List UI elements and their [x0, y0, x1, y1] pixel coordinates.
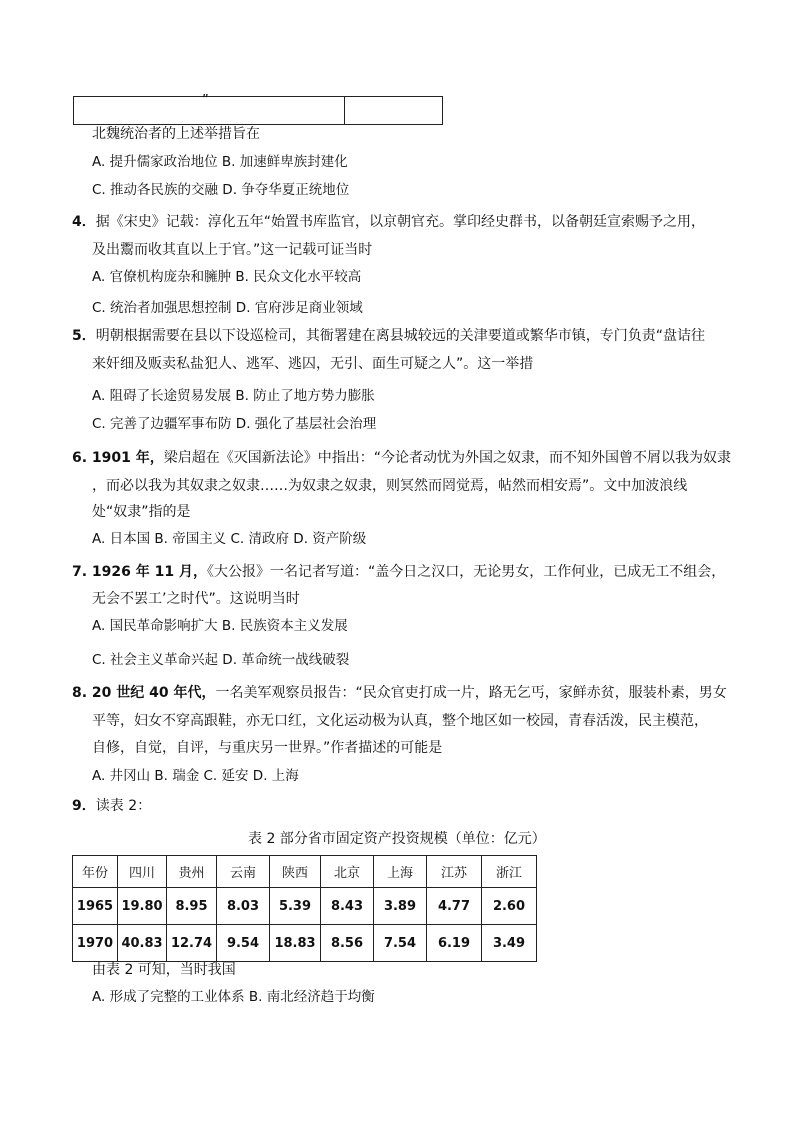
q6-line-1	[72, 448, 731, 468]
q3-options-1: A. 提升儒家政治地位 B. 加速鲜卑族封建化	[92, 154, 348, 170]
table-cell: 12.74	[167, 925, 217, 962]
q4-number: 4．	[72, 214, 96, 230]
table-cell: 5.39	[270, 888, 321, 925]
header-cell: 浙江	[482, 856, 537, 888]
table-row	[73, 925, 537, 962]
q9-after-table: 由表 2 可知，当时我国	[92, 962, 236, 978]
q7-line-1	[72, 562, 725, 582]
table-cell: 4.77	[427, 888, 482, 925]
table-cell: 3.89	[374, 888, 427, 925]
table-cell: 8.95	[167, 888, 217, 925]
q4-options-2: C. 统治者加强思想控制 D. 官府涉足商业领域	[92, 300, 363, 316]
table-cell: 2.60	[482, 888, 537, 925]
table-cell: 40.83	[118, 925, 167, 962]
header-cell: 贵州	[167, 856, 217, 888]
q5-options-2: C. 完善了边疆军事布防 D. 强化了基层社会治理	[92, 416, 377, 432]
q8-options-1: A. 井冈山 B. 瑞金 C. 延安 D. 上海	[92, 768, 299, 784]
table-cell: 8.56	[321, 925, 374, 962]
q4-line-1	[72, 212, 705, 232]
q4-text-1: 据《宋史》记载：淳化五年“始置书库监官，以京朝官充。掌印经史群书，以备朝廷宣索赐予之用，	[95, 214, 706, 230]
table-cell: 6.19	[427, 925, 482, 962]
table-cell: 19.80	[118, 888, 167, 925]
q7-number: 7. 1926 年 11 月，	[72, 564, 208, 580]
q7-options-2: C. 社会主义革命兴起 D. 革命统一战线破裂	[92, 652, 350, 668]
header-cell: 年份	[73, 856, 118, 888]
q6-number: 6. 1901 年，	[72, 450, 164, 466]
q6-line-3: 处“奴隶”指的是	[92, 504, 191, 520]
q3-stem: 北魏统治者的上述举措旨在	[92, 126, 260, 142]
q8-text-1: 一名美军观察员报告：“民众官吏打成一片，路无乞丐，家鲜赤贫，服装朴素，男女	[215, 685, 727, 701]
table-cell: 18.83	[270, 925, 321, 962]
q9-options-1: A. 形成了完整的工业体系 B. 南北经济趋于均衡	[92, 989, 375, 1005]
q5-text-1: 明朝根据需要在县以下设巡检司，其衙署建在离县城较远的关津要道或繁华市镇，专门负责“盘诘往	[95, 328, 706, 344]
q4-line-2: 及出鬻而收其直以上于官。”这一记载可证当时	[92, 242, 373, 258]
investment-table	[72, 855, 537, 962]
fragment-table	[73, 93, 443, 125]
table-header-row	[73, 856, 537, 888]
q8-line-3: 自修，自觉，自评，与重庆另一世界。”作者描述的可能是	[92, 740, 443, 756]
fragment-quote: ”	[202, 93, 209, 108]
table-cell: 1970	[73, 925, 118, 962]
q5-line-2: 来奸细及贩卖私盐犯人、逃军、逃囚，无引、面生可疑之人”。这一举措	[92, 356, 534, 372]
header-cell: 云南	[217, 856, 270, 888]
q8-line-2: 平等，妇女不穿高跟鞋，亦无口红，文化运动极为认真，整个地区如一校园，青春活泼，民主模范，	[92, 713, 708, 729]
q9-line-1	[72, 796, 151, 816]
table-cell: 3.49	[482, 925, 537, 962]
table-cell: 9.54	[217, 925, 270, 962]
header-cell: 陕西	[270, 856, 321, 888]
q3-options-2: C. 推动各民族的交融 D. 争夺华夏正统地位	[92, 182, 350, 198]
q6-options-1: A. 日本国 B. 帝国主义 C. 清政府 D. 资产阶级	[92, 531, 367, 547]
q7-text-1: 《大公报》一名记者写道：“盖今日之汉口，无论男女，工作何业，已成无工不组会，	[207, 564, 726, 580]
header-cell: 四川	[118, 856, 167, 888]
q5-options-1: A. 阻碍了长途贸易发展 B. 防止了地方势力膨胀	[92, 388, 375, 404]
table-row	[73, 888, 537, 925]
table-cell: 8.43	[321, 888, 374, 925]
q5-number: 5．	[72, 328, 96, 344]
table-cell: 1965	[73, 888, 118, 925]
q6-line-2: ，而必以我为其奴隶之奴隶……为奴隶之奴隶，则冥然而罔觉焉，帖然而相安焉”。文中加波浪线	[92, 478, 688, 494]
table-cell: 8.03	[217, 888, 270, 925]
q5-line-1	[72, 326, 705, 346]
q9-text-1: 读表 2：	[95, 798, 152, 814]
header-cell: 北京	[321, 856, 374, 888]
header-cell: 江苏	[427, 856, 482, 888]
q4-options-1: A. 官僚机构庞杂和臃肿 B. 民众文化水平较高	[92, 269, 362, 285]
table-cell: 7.54	[374, 925, 427, 962]
q6-text-1: 梁启超在《灭国新法论》中指出：“今论者动忧为外国之奴隶，而不知外国曾不屑以我为奴隶	[163, 450, 732, 466]
q7-line-2: 无会不罢工’之时代”。这说明当时	[92, 591, 300, 607]
q8-line-1	[72, 683, 727, 703]
q7-options-1: A. 国民革命影响扩大 B. 民族资本主义发展	[92, 618, 348, 634]
table-caption: 表 2 部分省市固定资产投资规模（单位：亿元）	[248, 831, 546, 847]
q8-number: 8. 20 世纪 40 年代，	[72, 685, 216, 701]
header-cell: 上海	[374, 856, 427, 888]
q9-number: 9．	[72, 798, 96, 814]
fragment-table-divider	[344, 97, 345, 124]
